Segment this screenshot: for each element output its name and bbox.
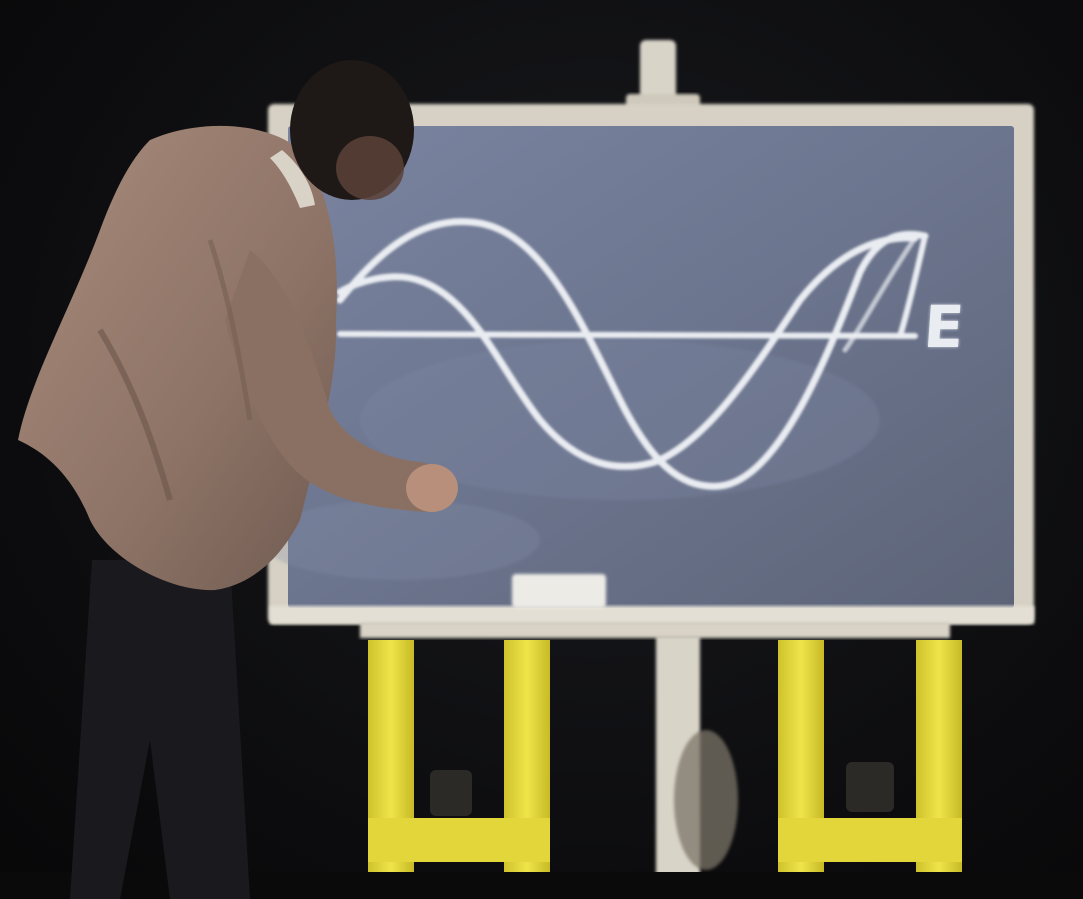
trousers — [70, 560, 250, 899]
easel-mast — [626, 40, 700, 114]
axis-label-e: E — [921, 293, 967, 361]
hand — [406, 464, 458, 512]
eraser — [512, 574, 606, 608]
axis-line — [340, 334, 915, 336]
